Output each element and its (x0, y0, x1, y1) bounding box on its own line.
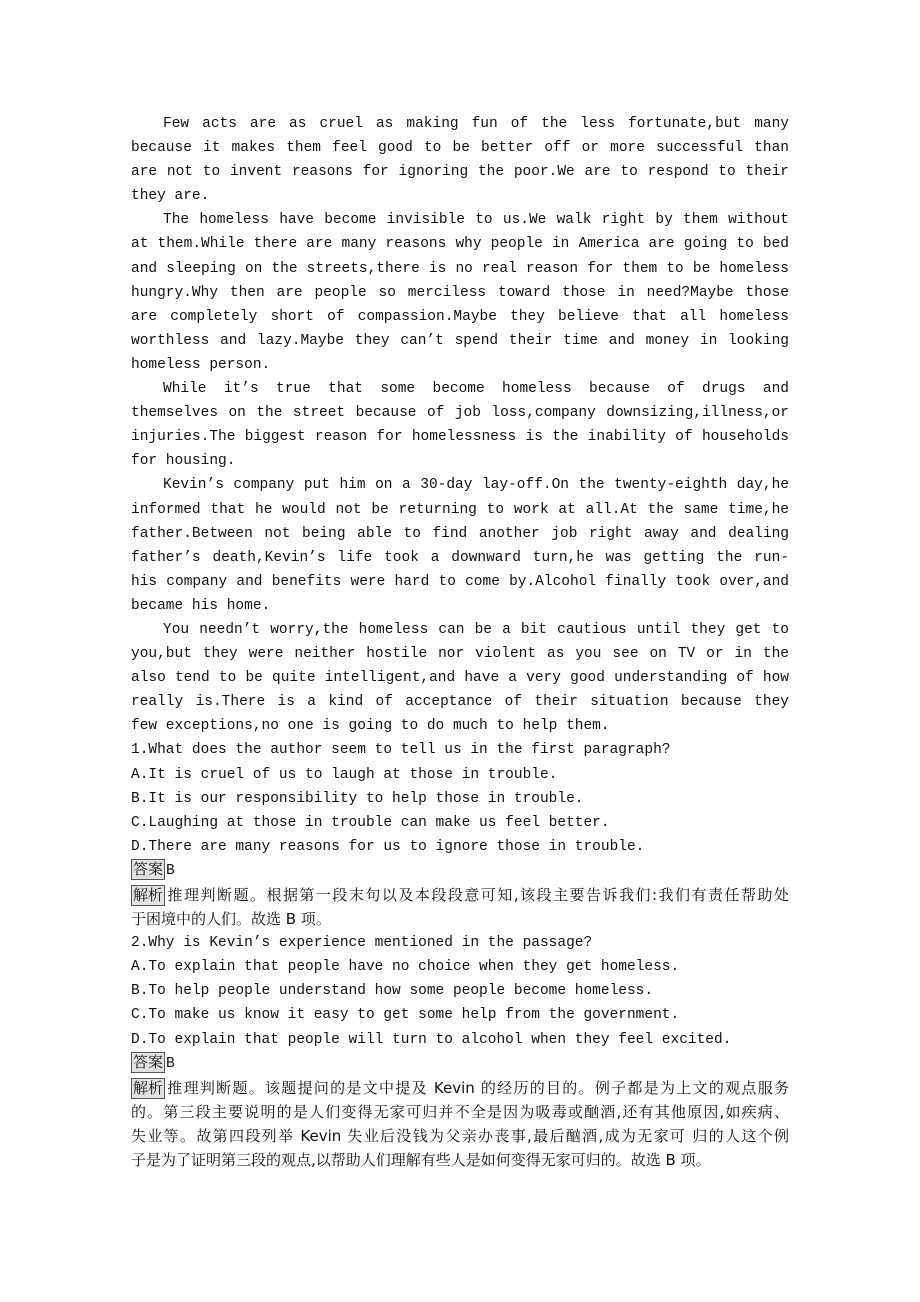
passage-line: they are. (131, 188, 210, 205)
document-body (131, 112, 789, 1172)
question-stem: 1.What does the author seem to tell us in the first paragraph? (131, 742, 671, 759)
passage-line: injuries.The biggest reason for homelessness is the inability of households (131, 429, 789, 446)
analysis-label: 解析 (133, 1078, 164, 1097)
analysis-text: 失业等。故第四段列举 Kevin 失业后没钱为父亲办丧事,最后酗酒,成为无家可 归的人这个例 (131, 1126, 789, 1145)
analysis-line (131, 1076, 789, 1100)
answer-label: 答案 (133, 859, 164, 878)
passage-line: While it’s true that some become homeless because of drugs and (163, 381, 789, 398)
passage-line: are not to invent reasons for ignoring the poor.We are to respond to their (131, 164, 789, 181)
answer-option: A.To explain that people have no choice when they get homeless. (131, 959, 680, 976)
answer-option: C.To make us know it easy to get some help from the government. (131, 1007, 680, 1024)
passage-line: because it makes them feel good to be better off or more successful than (131, 140, 789, 157)
question-stem: 2.Why is Kevin’s experience mentioned in the passage? (131, 935, 593, 952)
passage-line: father.Between not being able to find another job right away and dealing (131, 525, 789, 542)
analysis-text: 推理判断题。根据第一段末句以及本段段意可知,该段主要告诉我们:我们有责任帮助处 (166, 886, 789, 904)
passage-line: worthless and lazy.Maybe they can’t spend their time and money in looking (131, 332, 789, 349)
answer-label: 答案 (133, 1052, 164, 1071)
analysis-label: 解析 (133, 886, 164, 904)
analysis-text: 的。第三段主要说明的是人们变得无家可归并不全是因为吸毒或酗酒,还有其他原因,如疾病、 (131, 1102, 789, 1121)
passage-line: also tend to be quite intelligent,and have a very good understanding of how (131, 670, 789, 687)
passage-line: few exceptions,no one is going to do much to help them. (131, 718, 610, 735)
passage-line: for housing. (131, 453, 236, 470)
answer-option: C.Laughing at those in trouble can make us feel better. (131, 814, 610, 831)
answer-row (131, 1052, 789, 1076)
analysis-line (131, 883, 789, 907)
analysis-text: 子是为了证明第三段的观点,以帮助人们理解有些人是如何变得无家可归的。故选 B 项。 (131, 1151, 711, 1170)
passage-line: are completely short of compassion.Maybe they believe that all homeless (131, 308, 789, 325)
passage-line: informed that he would not be returning to work at all.At the same time,he (131, 501, 789, 518)
answer-row (131, 859, 789, 883)
answer-option: D.There are many reasons for us to ignore those in trouble. (131, 838, 645, 855)
passage-line: Kevin’s company put him on a 30-day lay-off.On the twenty-eighth day,he (163, 477, 789, 494)
answer-value: B (166, 862, 175, 879)
passage-line: father’s death,Kevin’s life took a downward turn,he was getting the run- (131, 549, 789, 566)
passage-line: his company and benefits were hard to come by.Alcohol finally took over,and (131, 573, 789, 590)
passage-line: The homeless have become invisible to us.We walk right by them without (163, 212, 789, 229)
analysis-text: 于困境中的人们。故选 B 项。 (131, 910, 331, 929)
analysis-text: 推理判断题。该题提问的是文中提及 Kevin 的经历的目的。例子都是为上文的观点服务 (166, 1078, 789, 1097)
answer-option: B.To help people understand how some people become homeless. (131, 983, 654, 1000)
analysis-line (131, 1148, 789, 1172)
analysis-line (131, 907, 789, 931)
passage-line: you,but they were neither hostile nor violent as you see on TV or in the (131, 646, 789, 663)
answer-option: D.To explain that people will turn to alcohol when they feel excited. (131, 1031, 732, 1048)
answer-value: B (166, 1055, 175, 1072)
passage-line: became his home. (131, 597, 271, 614)
answer-option: B.It is our responsibility to help those in trouble. (131, 790, 584, 807)
passage-line: themselves on the street because of job loss,company downsizing,illness,or (131, 405, 789, 422)
analysis-line (131, 1124, 789, 1148)
analysis-line (131, 1100, 789, 1124)
passage-line: homeless person. (131, 356, 271, 373)
answer-option: A.It is cruel of us to laugh at those in trouble. (131, 766, 558, 783)
passage-line: You needn’t worry,the homeless can be a bit cautious until they get to (163, 621, 789, 638)
passage-line: at them.While there are many reasons why people in America are going to bed (131, 236, 789, 253)
passage-line: hungry.Why then are people so merciless toward those in need?Maybe those (131, 284, 789, 301)
passage-line: really is.There is a kind of acceptance of their situation because they (131, 694, 789, 711)
passage-line: Few acts are as cruel as making fun of the less fortunate,but many (163, 116, 789, 132)
passage-line: and sleeping on the streets,there is no real reason for them to be homeless (131, 260, 789, 277)
